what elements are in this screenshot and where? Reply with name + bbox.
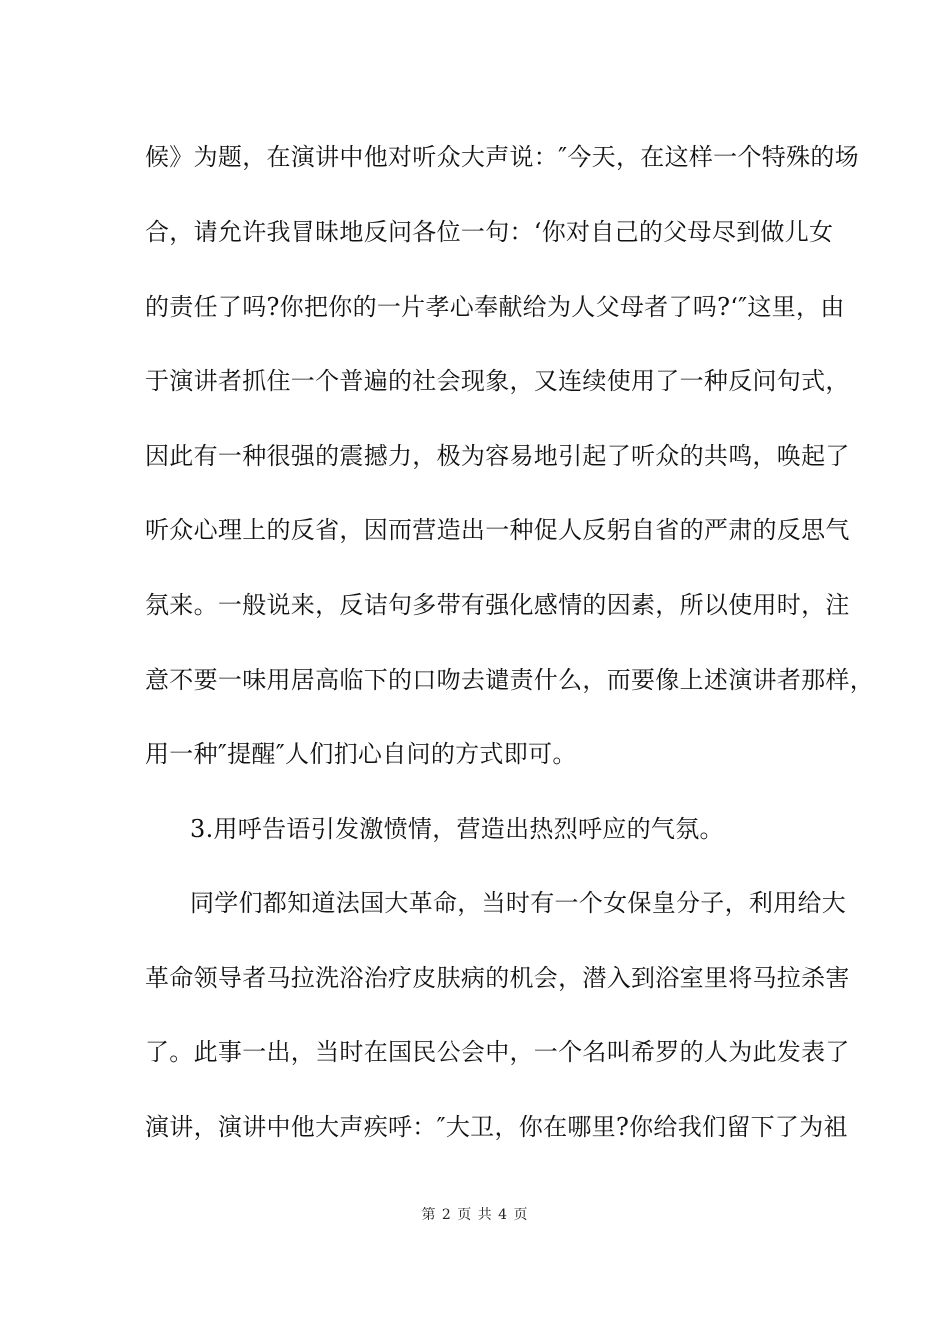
text-line-3: 的责任了吗?你把你的一片孝心奉献给为人父母者了吗?‘″这里，由 — [145, 293, 845, 321]
text-line-5: 因此有一种很强的震撼力，极为容易地引起了听众的共鸣，唤起了 — [145, 442, 850, 470]
text-line-7: 氛来。一般说来，反诘句多带有强化感情的因素，所以使用时，注 — [145, 591, 850, 619]
paragraph-start-line: 同学们都知道法国大革命，当时有一个女保皇分子，利用给大 — [190, 889, 847, 917]
text-line-9: 用一种″提醒″人们扪心自问的方式即可。 — [145, 740, 577, 768]
text-line-14: 演讲，演讲中他大声疾呼：″大卫，你在哪里?你给我们留下了为祖 — [145, 1113, 848, 1141]
text-line-2: 合，请允许我冒昧地反问各位一句：‘你对自己的父母尽到做儿女 — [145, 218, 834, 246]
text-line-1: 候》为题，在演讲中他对听众大声说：″今天，在这样一个特殊的场 — [145, 143, 859, 171]
page-number-footer: 第 2 页 共 4 页 — [421, 1207, 529, 1223]
text-line-8: 意不要一味用居高临下的口吻去谴责什么，而要像上述演讲者那样， — [145, 666, 874, 694]
text-line-6: 听众心理上的反省，因而营造出一种促人反躬自省的严肃的反思气 — [145, 516, 850, 544]
text-line-4: 于演讲者抓住一个普遍的社会现象，又连续使用了一种反问句式， — [145, 367, 850, 395]
text-line-12: 革命领导者马拉洗浴治疗皮肤病的机会，潜入到浴室里将马拉杀害 — [145, 964, 850, 992]
text-line-13: 了。此事一出，当时在国民公会中，一个名叫希罗的人为此发表了 — [145, 1038, 850, 1066]
section-heading-3: 3.用呼告语引发激愤情，营造出热烈呼应的气氛。 — [190, 815, 724, 843]
